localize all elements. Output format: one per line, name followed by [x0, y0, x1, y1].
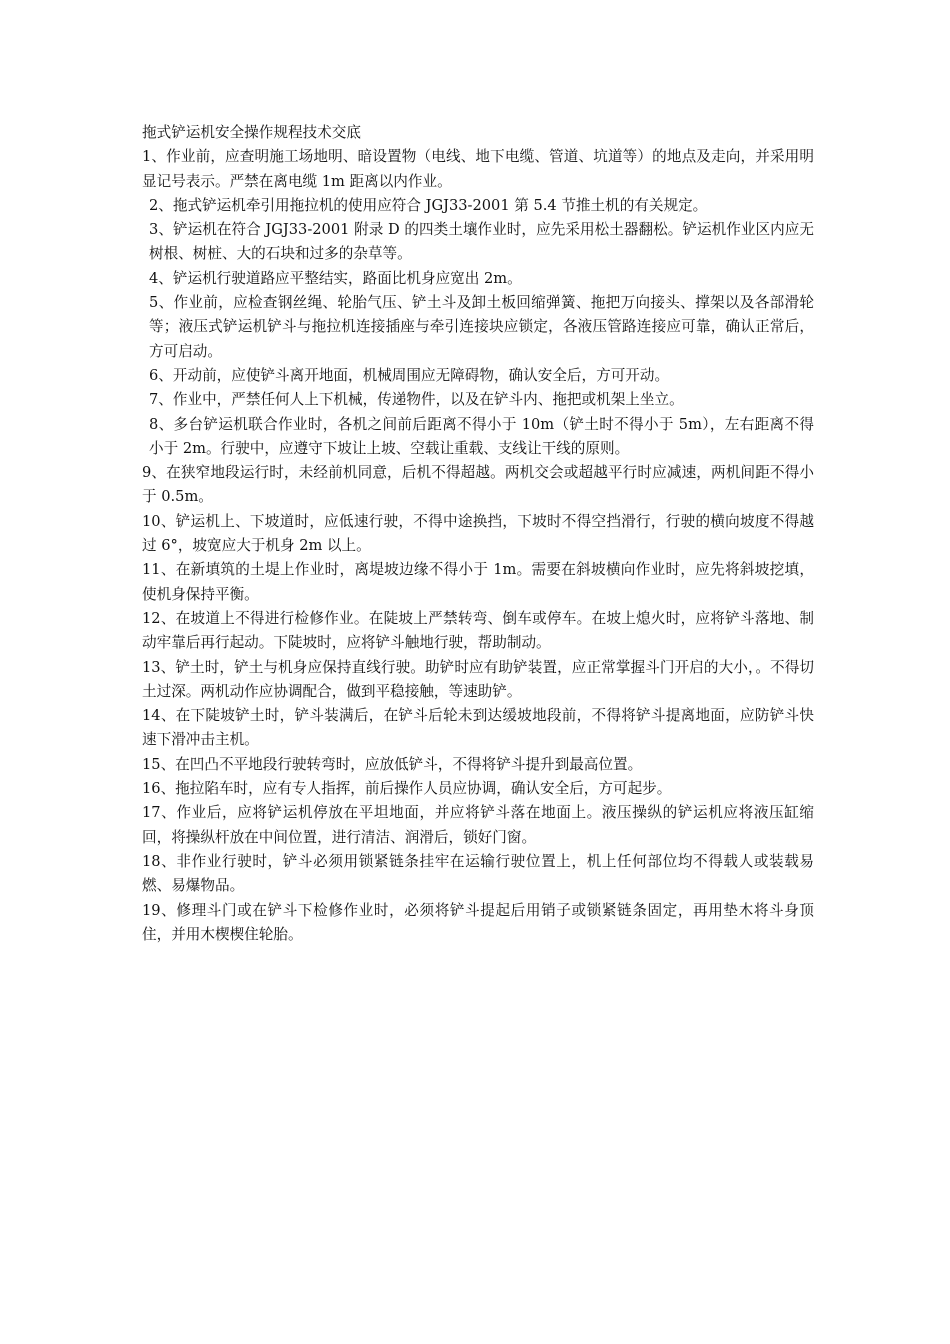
procedure-item: 11、在新填筑的土堤上作业时，离堤坡边缘不得小于 1m。需要在斜坡横向作业时，应先将斜坡挖填，使机身保持平衡。	[142, 561, 814, 603]
procedure-item: 17、作业后，应将铲运机停放在平坦地面，并应将铲斗落在地面上。液压操纵的铲运机应将液压缸缩回，将操纵杆放在中间位置，进行清洁、润滑后，锁好门窗。	[142, 804, 814, 846]
procedure-item: 9、在狭窄地段运行时，未经前机同意，后机不得超越。两机交会或超越平行时应减速，两机间距不得小于 0.5m。	[142, 464, 814, 506]
procedure-item: 7、作业中，严禁任何人上下机械，传递物件，以及在铲斗内、拖把或机架上坐立。	[149, 391, 684, 409]
procedure-item: 13、铲土时，铲土与机身应保持直线行驶。助铲时应有助铲装置，应正常掌握斗门开启的大小，。不得切土过深。两机动作应协调配合，做到平稳接触，等速助铲。	[142, 658, 814, 700]
procedure-item: 10、铲运机上、下坡道时，应低速行驶，不得中途换挡，下坡时不得空挡滑行，行驶的横向坡度不得越过 6°，坡宽应大于机身 2m 以上。	[142, 512, 814, 555]
procedure-item: 12、在坡道上不得进行检修作业。在陡坡上严禁转弯、倒车或停车。在坡上熄火时，应将铲斗落地、制动牢靠后再行起动。下陡坡时，应将铲斗触地行驶，帮助制动。	[142, 609, 814, 652]
procedure-item: 14、在下陡坡铲土时，铲斗装满后，在铲斗后轮未到达缓坡地段前，不得将铲斗提离地面，应防铲斗快速下滑冲击主机。	[142, 707, 814, 749]
procedure-item: 1、作业前，应查明施工场地明、暗设置物（电线、地下电缆、管道、坑道等）的地点及走向，并采用明显记号表示。严禁在离电缆 1m 距离以内作业。	[142, 148, 814, 190]
document-body	[142, 121, 814, 947]
procedure-item: 2、拖式铲运机牵引用拖拉机的使用应符合 JGJ33-2001 第 5.4 节推土机的有关规定。	[149, 196, 708, 214]
procedure-item: 3、铲运机在符合 JGJ33-2001 附录 D 的四类土壤作业时，应先采用松土器翻松。铲运机作业区内应无树根、树桩、大的石块和过多的杂草等。	[149, 221, 814, 263]
document-title: 拖式铲运机安全操作规程技术交底	[142, 124, 361, 141]
procedure-item: 15、在凹凸不平地段行驶转弯时，应放低铲斗，不得将铲斗提升到最高位置。	[142, 755, 643, 773]
procedure-item: 16、拖拉陷车时，应有专人指挥，前后操作人员应协调，确认安全后，方可起步。	[142, 780, 672, 798]
procedure-item: 19、修理斗门或在铲斗下检修作业时，必须将铲斗提起后用销子或锁紧链条固定，再用垫木将斗身顶住，并用木楔楔住轮胎。	[142, 901, 814, 943]
procedure-item: 8、多台铲运机联合作业时，各机之间前后距离不得小于 10m（铲土时不得小于 5m），左右距离不得小于 2m。行驶中，应遵守下坡让上坡、空载让重载、支线让干线的原则。	[149, 415, 814, 457]
procedure-list	[142, 145, 814, 947]
procedure-item: 4、铲运机行驶道路应平整结实，路面比机身应宽出 2m。	[149, 269, 522, 287]
procedure-item: 6、开动前，应使铲斗离开地面，机械周围应无障碍物，确认安全后，方可开动。	[149, 366, 670, 384]
procedure-item: 5、作业前，应检查钢丝绳、轮胎气压、铲土斗及卸土板回缩弹簧、拖把万向接头、撑架以及各部滑轮等；液压式铲运机铲斗与拖拉机连接插座与牵引连接块应锁定，各液压管路连接应可靠，确认正常后，方可启动。	[149, 294, 814, 360]
procedure-item: 18、非作业行驶时，铲斗必须用锁紧链条挂牢在运输行驶位置上，机上任何部位均不得载人或装载易燃、易爆物品。	[142, 852, 814, 895]
